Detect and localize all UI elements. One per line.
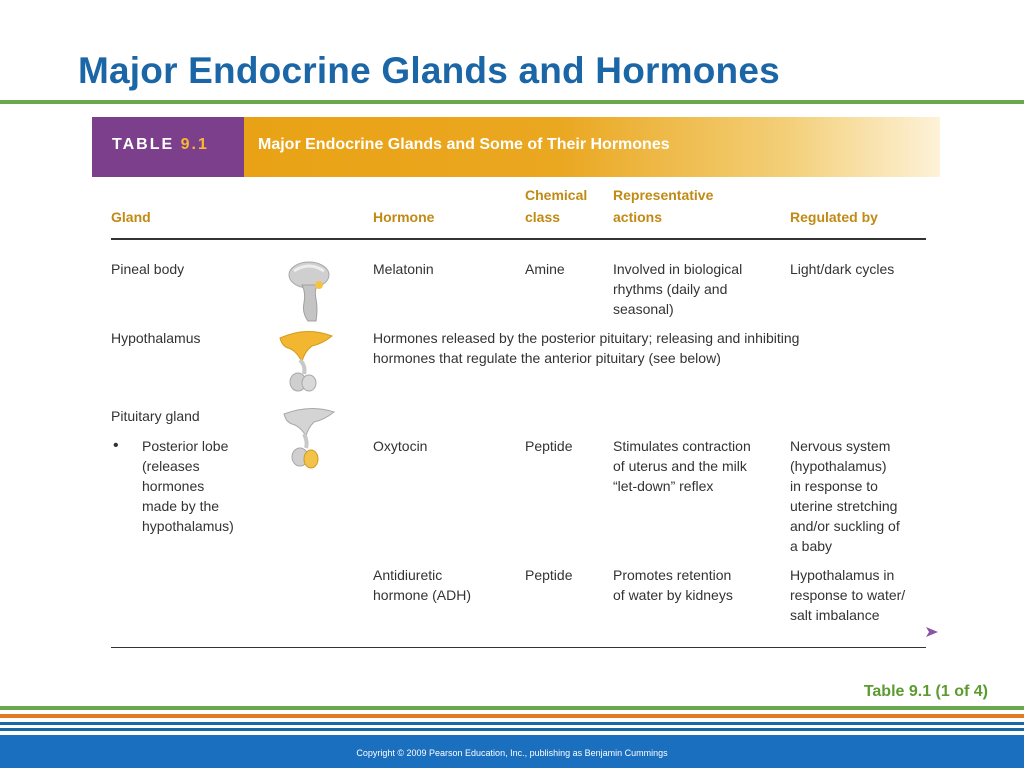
table-tag-word: TABLE — [112, 136, 175, 153]
posterior-lobe-line: Posterior lobe — [142, 438, 229, 454]
oxytocin-actions-line: “let-down” reflex — [613, 478, 714, 494]
posterior-lobe-line: hormones — [142, 478, 205, 494]
table-reference: Table 9.1 (1 of 4) — [863, 683, 988, 700]
footer-stripe-blue — [0, 722, 1024, 725]
oxytocin-regulated-line: uterine stretching — [790, 498, 898, 514]
oxytocin-regulated-line: a baby — [790, 538, 833, 554]
oxytocin-regulated-line: in response to — [790, 478, 878, 494]
pineal-gland: Pineal body — [111, 261, 185, 277]
pineal-regulated-by: Light/dark cycles — [790, 261, 895, 277]
column-header-chemical-class — [525, 184, 587, 228]
pituitary-illustration — [280, 404, 340, 472]
adh-actions-line: Promotes retention — [613, 567, 732, 583]
oxytocin-hormone: Oxytocin — [373, 438, 428, 454]
oxytocin-regulated-by — [790, 436, 900, 556]
posterior-lobe-line: hypothalamus) — [142, 518, 234, 534]
pituitary-gland: Pituitary gland — [111, 408, 200, 424]
column-header-chemical-class-line1: Chemical — [525, 187, 588, 203]
adh-regulated-line: response to water/ — [790, 587, 906, 603]
oxytocin-regulated-line: Nervous system — [790, 438, 891, 454]
column-header-actions-line2: actions — [613, 209, 663, 225]
oxytocin-actions-line: Stimulates contraction — [613, 438, 751, 454]
pineal-actions — [613, 259, 742, 319]
adh-actions-line: of water by kidneys — [613, 587, 733, 603]
hypothalamus-description-line: hormones that regulate the anterior pituitary (see below) — [373, 350, 721, 366]
pineal-brain-illustration — [282, 257, 342, 325]
table-caption: Major Endocrine Glands and Some of Their Hormones — [258, 136, 670, 153]
oxytocin-chemical-class: Peptide — [525, 438, 573, 454]
hypothalamus-gland: Hypothalamus — [111, 330, 201, 346]
pineal-hormone: Melatonin — [373, 261, 434, 277]
column-header-actions — [613, 184, 713, 228]
adh-hormone-line: hormone (ADH) — [373, 587, 472, 603]
oxytocin-actions-line: of uterus and the milk — [613, 458, 747, 474]
column-header-chemical-class-line2: class — [525, 209, 561, 225]
pituitary-bullet: • — [113, 437, 119, 454]
adh-regulated-line: Hypothalamus in — [790, 567, 895, 583]
adh-actions — [613, 565, 733, 605]
column-header-hormone: Hormone — [373, 209, 435, 225]
pineal-actions-line: Involved in biological — [613, 261, 743, 277]
oxytocin-regulated-line: and/or suckling of — [790, 518, 900, 534]
pineal-chemical-class: Amine — [525, 261, 565, 277]
oxytocin-actions — [613, 436, 751, 496]
adh-regulated-line: salt imbalance — [790, 607, 880, 623]
column-header-regulated-by: Regulated by — [790, 209, 878, 225]
table-tag — [92, 117, 244, 177]
footer-bar — [0, 735, 1024, 768]
posterior-lobe-line: (releases — [142, 458, 200, 474]
pituitary-posterior-lobe — [142, 436, 234, 536]
copyright-notice: Copyright © 2009 Pearson Education, Inc., publishing as Benjamin Cummings — [356, 748, 668, 758]
pineal-actions-line: rhythms (daily and — [613, 281, 728, 297]
pineal-actions-line: seasonal) — [613, 301, 674, 317]
table-bottom-rule — [111, 647, 926, 648]
title-divider — [0, 100, 1024, 104]
posterior-lobe-line: made by the — [142, 498, 220, 514]
slide-title: Major Endocrine Glands and Hormones — [78, 50, 780, 91]
oxytocin-regulated-line: (hypothalamus) — [790, 458, 887, 474]
column-header-actions-line1: Representative — [613, 187, 714, 203]
table-banner — [92, 117, 940, 177]
footer-stripe-green — [0, 706, 1024, 710]
hypothalamus-description-line: Hormones released by the posterior pituitary; releasing and inhibiting — [373, 330, 800, 346]
hypothalamus-description — [373, 328, 799, 368]
table-tag-number: 9.1 — [180, 136, 209, 153]
adh-hormone — [373, 565, 471, 605]
adh-regulated-by — [790, 565, 905, 625]
hypothalamus-illustration — [276, 326, 336, 394]
adh-hormone-line: Antidiuretic — [373, 567, 443, 583]
continue-arrow-icon[interactable] — [925, 625, 939, 639]
footer-stripe-blue — [0, 728, 1024, 731]
table-tag-label — [112, 136, 209, 154]
adh-chemical-class: Peptide — [525, 567, 573, 583]
footer-stripe-orange — [0, 714, 1024, 718]
header-rule — [111, 238, 926, 240]
column-header-gland: Gland — [111, 209, 151, 225]
